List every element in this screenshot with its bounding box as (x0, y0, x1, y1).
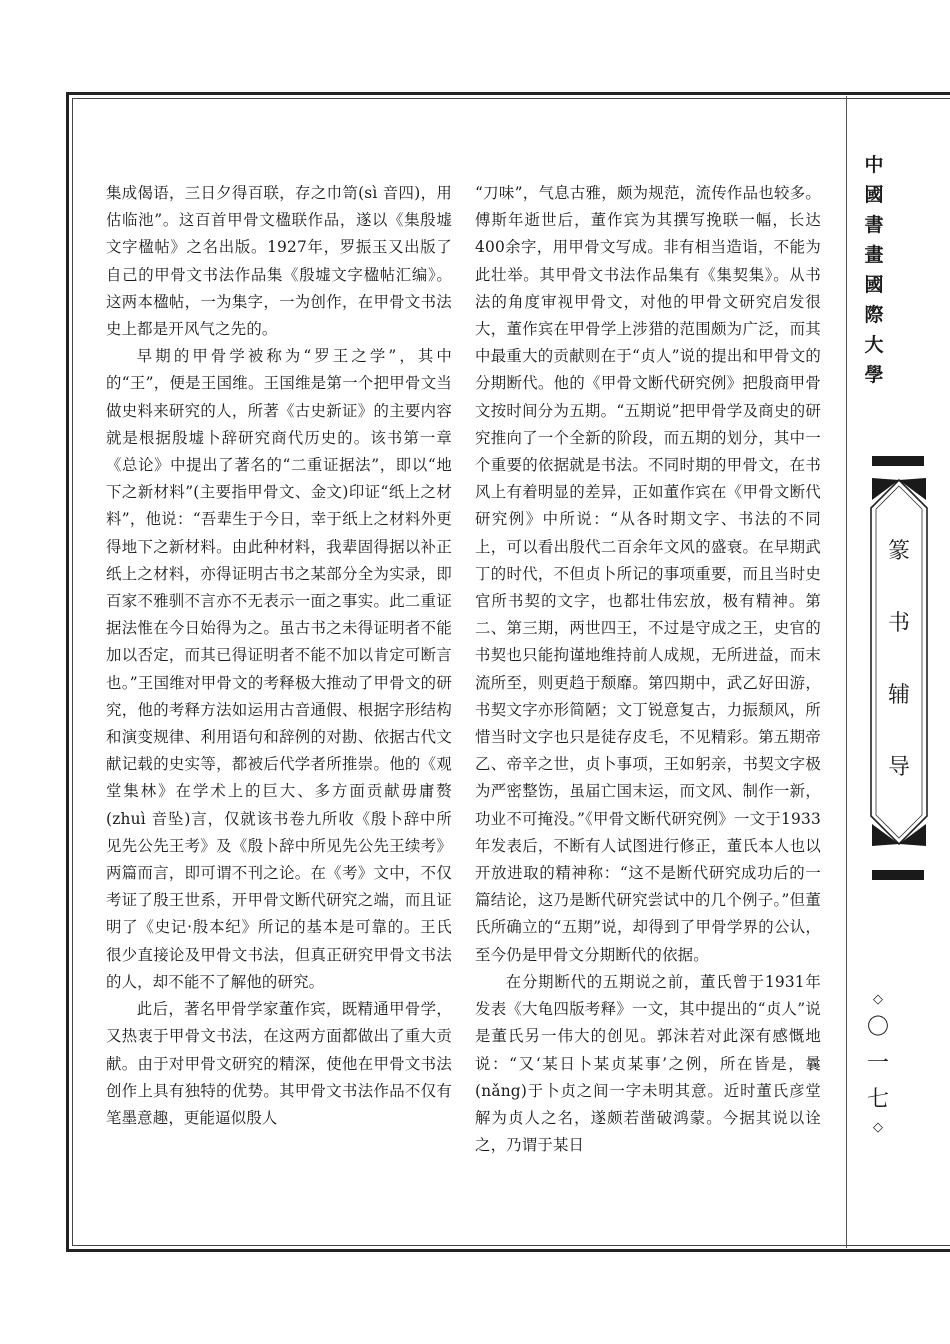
university-name: 中 國 書 畫 國 際 大 學 (864, 154, 884, 386)
section-tab (869, 478, 929, 846)
paragraph: “刀味”，气息古雅，颇为规范，流传作品也较多。傅斯年逝世后，董作宾为其撰写挽联一幅，长达400余字，用甲骨文写成。非有相当造诣，不能为此壮举。其甲骨文书法作品集有《集契集》。从书法的角度审视甲骨文，对他的甲骨文研究启发很大，董作宾在甲骨学上涉猎的范围颇为广泛，而其中最重大的贡献则在于“贞人”说的提出和甲骨文的分期断代。他的《甲骨文断代研究例》把殷商甲骨文按时间分为五期。“五期说”把甲骨学及商史的研究推向了一个全新的阶段，而五期的划分，其中一个重要的依据就是书法。不同时期的甲骨文，在书风上有着明显的差异，正如董作宾在《甲骨文断代研究例》中所说：“从各时期文字、书法的不同上，可以看出殷代二百余年文风的盛衰。在早期武丁的时代，不但贞卜所记的事项重要，而且当时史官所书契的文字，也都壮伟宏放，极有精神。第二、第三期，两世四王，不过是守成之王，史官的书契也只能拘谨地维持前人成规，无所进益，而末流所至，则更趋于颓靡。第四期中，武乙好田游，书契文字亦形简陋；文丁锐意复古，力振颓风，所惜当时文字也只是徒存皮毛，不见精彩。第五期帝乙、帝辛之世，贞卜事项，王如躬亲，书契文字极为严密整饬，虽届亡国末运，而文风、制作一新，功业不可掩没。”《甲骨文断代研究例》一文于1933年发表后，不断有人试图进行修正，董氏本人也以开放进取的精神称：“这不是断代研究成功后的一篇结论，这乃是断代研究尝试中的几个例子。”但董氏所确立的“五期”说，却得到了甲骨学界的公认，至今仍是甲骨文分期断代的依据。 (475, 184, 821, 964)
tab-top-bar (872, 456, 924, 466)
left-text-column (106, 180, 452, 1132)
paragraph: 在分期断代的五期说之前，董氏曾于1931年发表《大龟四版考释》一文，其中提出的“贞人”说是董氏另一伟大的创见。郭沫若对此深有感慨地说：“又‘某日卜某贞某事’之例，所在皆是，曩(nǎng)于卜贞之间一字未明其意。近时董氏彦堂解为贞人之名，遂颇若凿破鸿蒙。今据其说以诠之，乃谓于某日 (475, 972, 821, 1155)
tab-bottom-bar (872, 870, 924, 880)
page-number: ◇ 〇 一 七 ◇ (860, 990, 896, 1138)
side-divider (846, 96, 847, 1248)
paragraph: 此后，著名甲骨学家董作宾，既精通甲骨学，又热衷于甲骨文书法，在这两方面都做出了重大贡献。由于对甲骨文研究的精深，使他在甲骨文书法创作上具有独特的优势。其甲骨文书法作品不仅有笔墨意趣，更能逼似殷人 (106, 1000, 452, 1127)
section-title: 篆 书 辅 导 (887, 539, 910, 780)
paragraph: 早期的甲骨学被称为“罗王之学”，其中的“王”，便是王国维。王国维是第一个把甲骨文当做史料来研究的人，所著《古史新证》的主要内容就是根据殷墟卜辞研究商代历史的。该书第一章《总论》中提出了著名的“二重证据法”，即以“地下之新材料”(主要指甲骨文、金文)印证“纸上之材料”，他说：“吾辈生于今日，幸于纸上之材料外更得地下之新材料。由此种材料，我辈固得据以补正纸上之材料，亦得证明古书之某部分全为实录，即百家不雅驯不言亦不无表示一面之事实。此二重证据法惟在今日始得为之。虽古书之未得证明者不能加以否定，而其已得证明者不能不加以肯定可断言也。”王国维对甲骨文的考释极大推动了甲骨文的研究，他的考释方法如运用古音通假、根据字形结构和演变规律、利用语句和辞例的对勘、依据古代文献记载的史实等，都被后代学者所推崇。他的《观堂集林》在学术上的巨大、多方面贡献毋庸赘(zhuì 音坠)言，仅就该书卷九所收《殷卜辞中所见先公先王考》及《殷卜辞中所见先公先王续考》两篇而言，即可谓不刊之论。在《考》文中，不仅考证了殷王世系，开甲骨文断代研究之端，而且证明了《史记·殷本纪》所记的基本是可靠的。王氏很少直接论及甲骨文书法，但真正研究甲骨文书法的人，却不能不了解他的研究。 (106, 347, 452, 991)
diamond-icon: ◇ (873, 1120, 883, 1135)
diamond-icon: ◇ (873, 992, 883, 1007)
paragraph: 集成偈语，三日夕得百联，存之巾笥(sì 音四)，用估临池”。这百首甲骨文楹联作品，遂以《集殷墟文字楹帖》之名出版。1927年，罗振玉又出版了自己的甲骨文书法作品集《殷墟文字楹帖汇编》。这两本楹帖，一为集字，一为创作，在甲骨文书法史上都是开风气之先的。 (106, 184, 452, 339)
right-text-column (475, 180, 821, 1159)
